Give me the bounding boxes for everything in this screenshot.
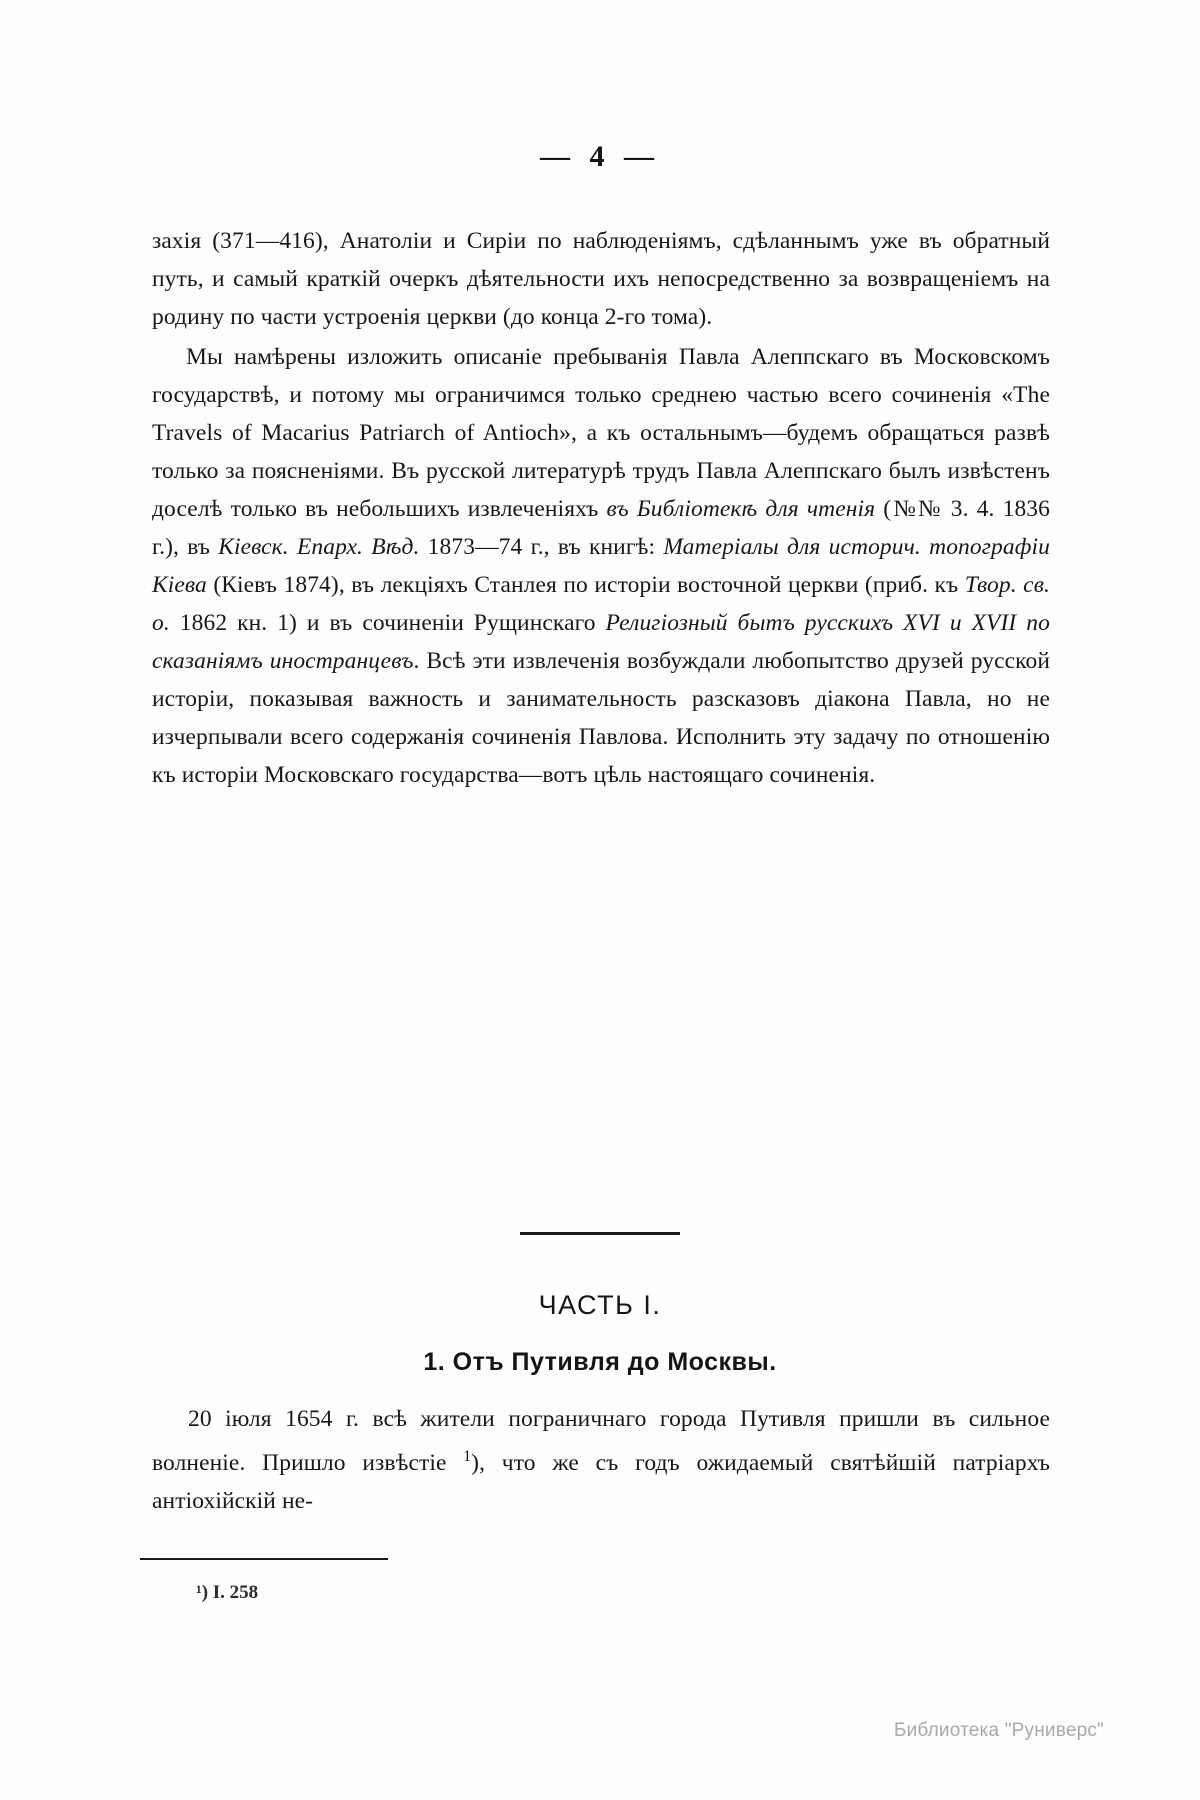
chapter-text-block <box>152 1400 1050 1520</box>
chapter-title: 1. Отъ Путивля до Москвы. <box>423 1348 777 1376</box>
paragraph-2-segment-3: 1873—74 г., въ книгѣ: <box>419 534 664 560</box>
paragraph-2-segment-2: (№№ 3. 4. 1836 г.), въ <box>152 496 1051 560</box>
library-watermark: Библиотека "Руниверс" <box>893 1720 1104 1741</box>
paragraph-2-segment-1: Мы намѣрены изложить описаніе пребыванія Павла Алеппскаго въ Московскомъ государствѣ, и потому мы ограничимся только среднею частью всего сочиненія «The Travels of Macarius Patriarch of Antioch», а къ остальнымъ—будемъ обращаться развѣ только за поясненіями. Въ русской литературѣ трудъ Павла Алеппскаго былъ извѣстенъ доселѣ только въ небольшихъ извлеченіяхъ <box>152 344 1050 522</box>
chapter-paragraph-1 <box>152 1400 1050 1520</box>
footnote-text: ¹) I. 258 <box>196 1582 259 1603</box>
part-title: ЧАСТЬ I. <box>538 1290 662 1320</box>
main-text-block <box>152 222 1050 794</box>
paragraph-continuation <box>152 222 1050 336</box>
paragraph-1-text: захія (371—416), Анатоліи и Сиріи по наблюденіямъ, сдѣланнымъ уже въ обратный путь, и самый краткій очеркъ дѣятельности ихъ непосредственно за возвращеніемъ на родину по части устроенія церкви (до конца 2-го тома). <box>152 228 1050 330</box>
paragraph-2-italic-3: Матеріалы для историч. топографіи Кіева <box>152 534 1050 598</box>
paragraph-2-segment-6: . Всѣ эти извлеченія возбуждали любопытство друзей русской исторіи, показывая важность и занимательность разсказовъ діакона Павла, но не изчерпывали всего содержанія сочиненія Павлова. Исполнить эту задачу по отношенію къ исторіи Московскаго государства—вотъ цѣль настоящаго сочиненія. <box>152 648 1050 788</box>
paragraph-2-segment-4: (Кіевъ 1874), въ лекціяхъ Станлея по исторіи восточной церкви (приб. къ <box>206 572 965 598</box>
chapter-paragraph-segment-2: ), что же съ годъ ожидаемый святѣйшій патріархъ антіохійскій не- <box>152 1449 1050 1514</box>
footnote-reference-marker: 1 <box>463 1448 472 1465</box>
chapter-paragraph-segment-1: 20 іюля 1654 г. всѣ жители пограничнаго города Путивля пришли въ сильное волненіе. Пришло извѣстіе <box>152 1406 1050 1476</box>
paragraph-2-italic-1: въ Библіотекѣ для чтенія <box>606 496 876 522</box>
paragraph-2-italic-2: Кіевск. Епарх. Вѣд. <box>218 534 420 560</box>
paragraph-2-italic-4: Твор. св. о. <box>152 572 1050 636</box>
footnote-separator-rule <box>140 1558 388 1560</box>
section-divider-rule <box>520 1232 680 1235</box>
paragraph-2-italic-5: Религіозный бытъ русскихъ XVI и XVII по сказаніямъ иностранцевъ <box>152 610 1050 674</box>
paragraph-scope-of-work <box>152 338 1050 794</box>
paragraph-2-segment-5: 1862 кн. 1) и въ сочиненіи Рущинскаго <box>169 610 606 636</box>
page-number: — 4 — <box>540 140 660 173</box>
